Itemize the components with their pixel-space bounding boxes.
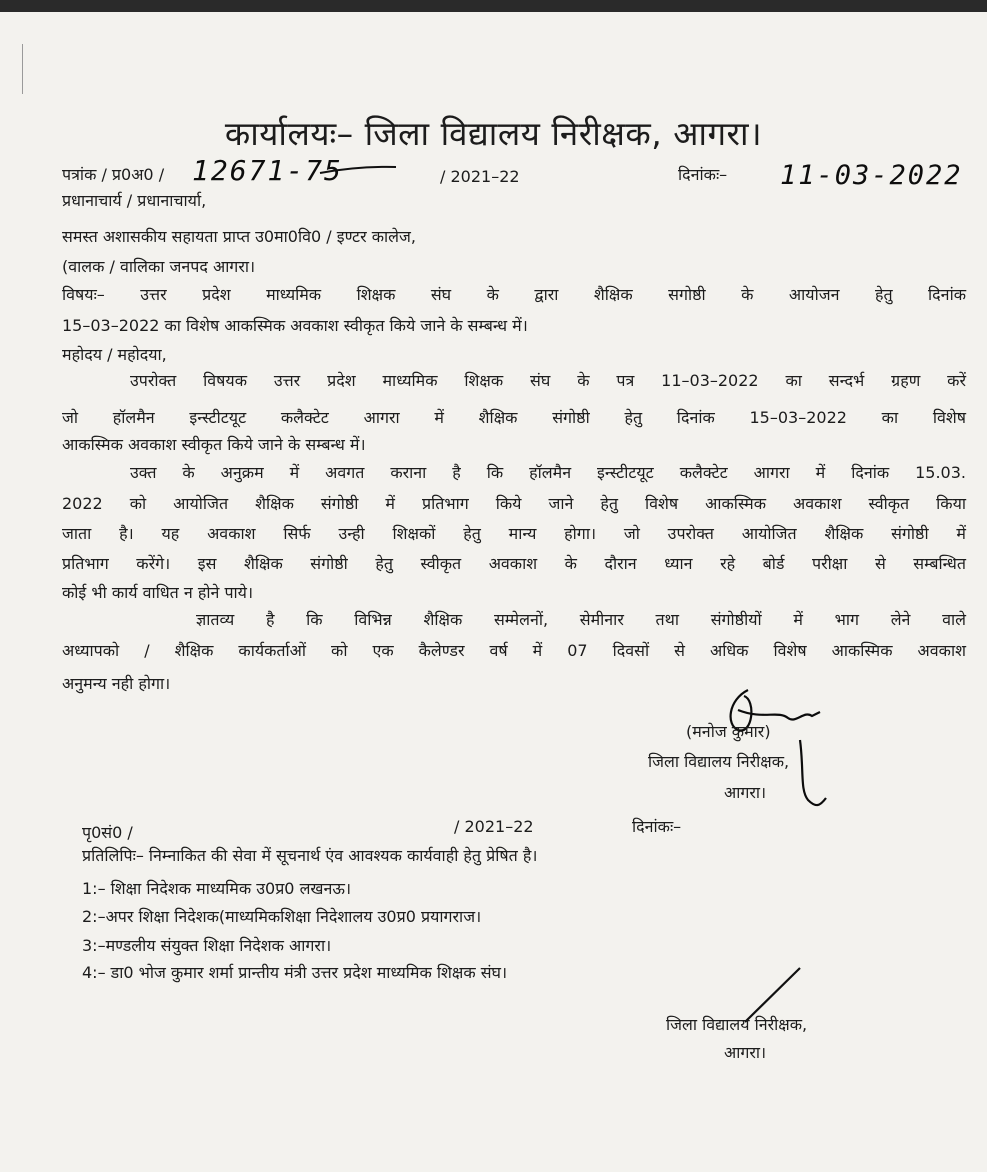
- copy-intro: प्रतिलिपिः– निम्नाकित की सेवा में सूचनार्थ एंव आवश्यक कार्यवाही हेतु प्रेषित है।: [82, 846, 538, 865]
- copy-item-3: 3:–मण्डलीय संयुक्त शिक्षा निदेशक आगरा।: [82, 936, 332, 955]
- subject-line1: विषयः– उत्तर प्रदेश माध्यमिक शिक्षक संघ के द्वारा शैक्षिक सगोष्ठी के आयोजन हेतु दिनांक: [62, 285, 966, 304]
- para2-line4: प्रतिभाग करेंगे। इस शैक्षिक संगोष्ठी हेतु स्वीकृत अवकाश के दौरान ध्यान रहे बोर्ड परीक्षा से सम्बन्धित: [62, 554, 966, 573]
- ref-underline-stroke: [318, 164, 398, 176]
- copy-item-4: 4:– डा0 भोज कुमार शर्मा प्रान्तीय मंत्री उत्तर प्रदेश माध्यमिक शिक्षक संघ।: [82, 963, 508, 982]
- addressee-line3: (वालक / वालिका जनपद आगरा।: [62, 257, 256, 276]
- copy-item-1: 1:– शिक्षा निदेशक माध्यमिक उ0प्र0 लखनऊ।: [82, 879, 352, 898]
- ref-prefix: पत्रांक / प्र0अ0 /: [62, 165, 165, 184]
- addressee-line1: प्रधानाचार्य / प्रधानाचार्या,: [62, 191, 207, 210]
- copy-item-2: 2:–अपर शिक्षा निदेशक(माध्यमिकशिक्षा निदेशालय उ0प्र0 प्रयागराज।: [82, 907, 482, 926]
- copy-year: / 2021–22: [454, 817, 534, 836]
- para2-line3: जाता है। यह अवकाश सिर्फ उन्ही शिक्षकों हेतु मान्य होगा। जो उपरोक्त आयोजित शैक्षिक संगोष्ठी में: [62, 524, 966, 543]
- copy-sign-place: आगरा।: [724, 1043, 767, 1062]
- subject-line2: 15–03–2022 का विशेष आकस्मिक अवकाश स्वीकृत किये जाने के सम्बन्ध में।: [62, 316, 528, 335]
- addressee-line2: समस्त अशासकीय सहायता प्राप्त उ0मा0वि0 / इण्टर कालेज,: [62, 227, 416, 246]
- para2-line2: 2022 को आयोजित शैक्षिक संगोष्ठी में प्रतिभाग किये जाने हेतु विशेष आकस्मिक अवकाश स्वीकृत किया: [62, 494, 966, 513]
- copy-sign-designation: जिला विद्यालय निरीक्षक,: [666, 1015, 808, 1034]
- para1-line1: उपरोक्त विषयक उत्तर प्रदेश माध्यमिक शिक्षक संघ के पत्र 11–03–2022 का सन्दर्भ ग्रहण करें: [130, 371, 966, 390]
- para1-line2: जो हॉलमैन इन्स्टीटयूट कलैक्टेट आगरा में शैक्षिक संगोष्ठी हेतु दिनांक 15–03–2022 का विशेष: [62, 408, 966, 427]
- para2-line1: उक्त के अनुक्रम में अवगत कराना है कि हॉलमैन इन्स्टीटयूट कलैक्टेट आगरा में दिनांक 15.03.: [130, 463, 966, 482]
- ref-year: / 2021–22: [440, 167, 520, 186]
- para3-line2: अध्यापको / शैक्षिक कार्यकर्ताओं को एक कैलेण्डर वर्ष में 07 दिवसों से अधिक विशेष आकस्मिक अवकाश: [62, 641, 966, 660]
- date-label: दिनांकः–: [678, 165, 728, 184]
- copy-ref: पृ0सं0 /: [82, 823, 133, 842]
- para1-line3: आकस्मिक अवकाश स्वीकृत किये जाने के सम्बन्ध में।: [62, 435, 366, 454]
- copy-date-label: दिनांकः–: [632, 817, 682, 836]
- signatory-name: (मनोज कुमार): [686, 722, 771, 741]
- date-handwritten: 11-03-2022: [780, 160, 963, 191]
- ref-number-handwritten: 12671-75: [192, 154, 343, 187]
- para3-line1: ज्ञातव्य है कि विभिन्न शैक्षिक सम्मेलनों, सेमीनार तथा संगोष्ठीयों में भाग लेने वाले: [196, 610, 966, 629]
- office-title: कार्यालयः– जिला विद्यालय निरीक्षक, आगरा।: [224, 114, 763, 153]
- signatory-place: आगरा।: [724, 783, 767, 802]
- para3-line3: अनुमन्य नही होगा।: [62, 674, 171, 693]
- para2-line5: कोई भी कार्य वाधित न होने पाये।: [62, 583, 254, 602]
- signatory-designation: जिला विद्यालय निरीक्षक,: [648, 752, 790, 771]
- salutation: महोदय / महोदया,: [62, 345, 167, 364]
